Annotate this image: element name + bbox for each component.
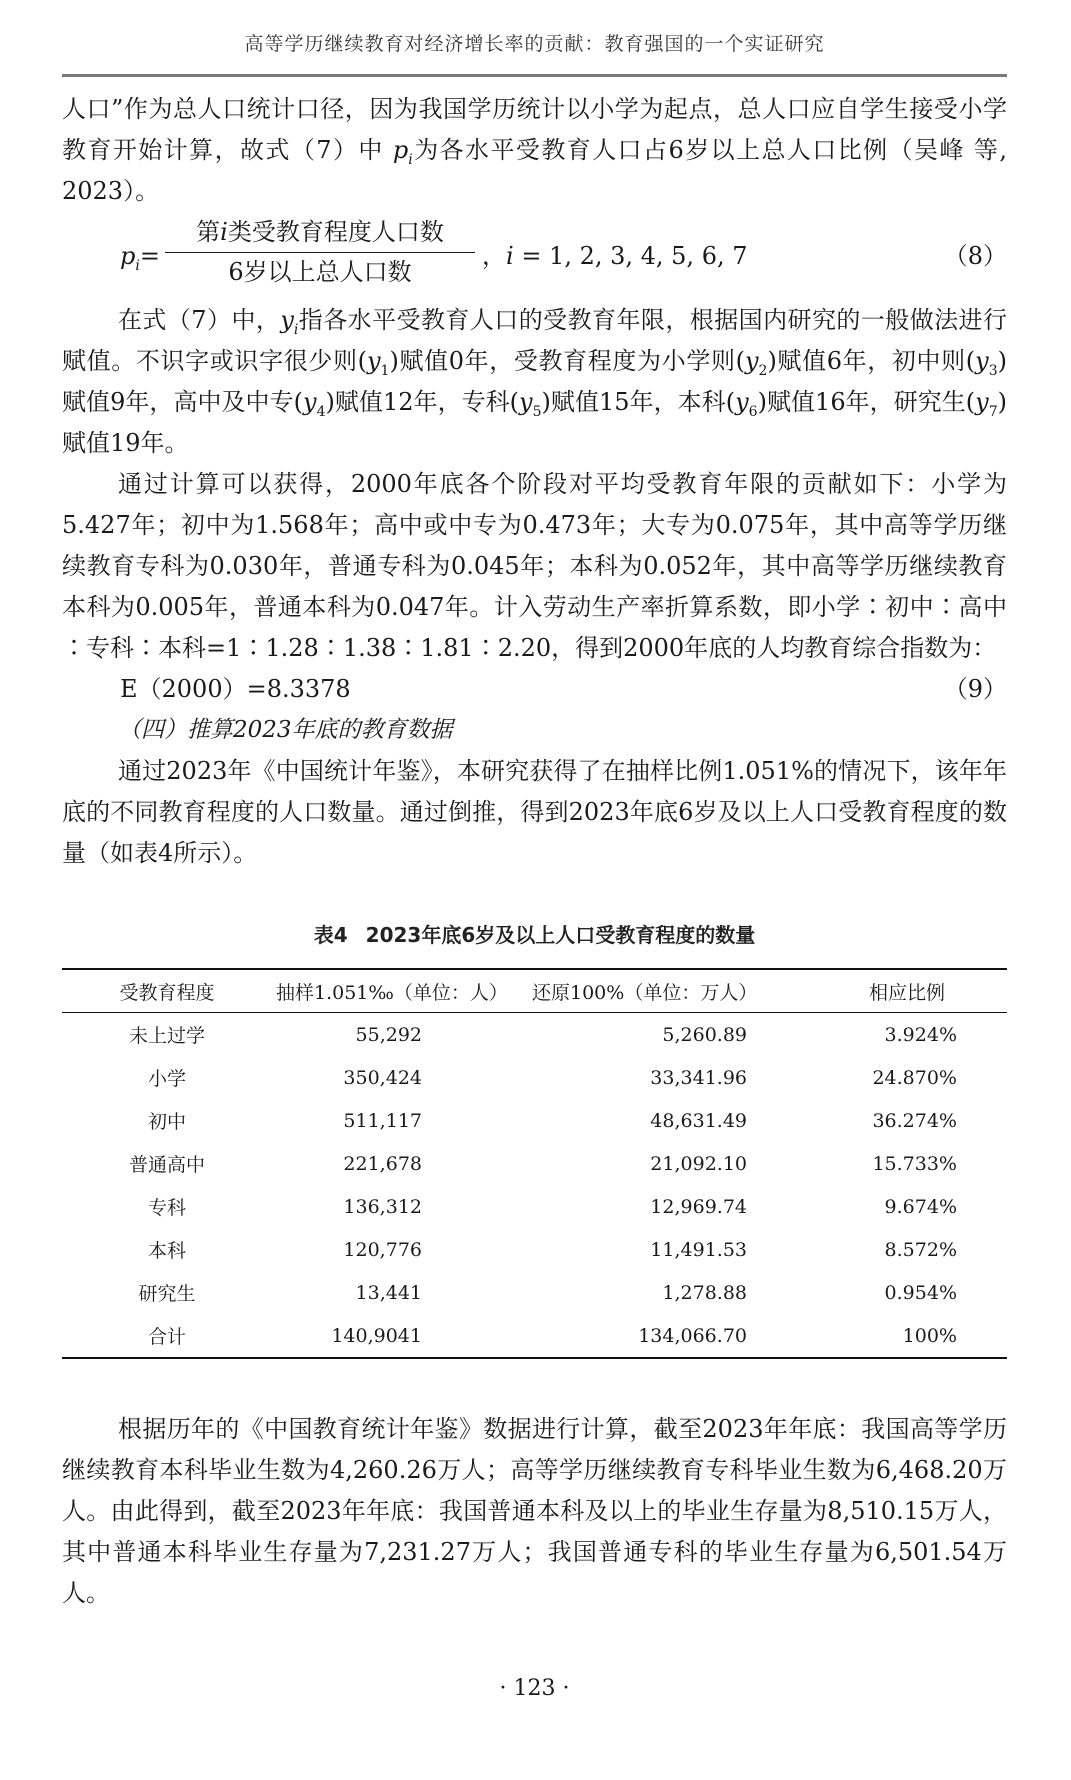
paragraph-text: 为各水平受教育人口占6岁以上总人口比例（吴峰 等, 2023）。 xyxy=(62,136,1007,205)
table-cell: 100% xyxy=(902,1324,957,1347)
table-header-row xyxy=(62,969,1007,1013)
math-subscript: i xyxy=(135,257,140,274)
math-subscript: 2 xyxy=(758,362,768,379)
table-row xyxy=(62,1271,1007,1314)
paragraph-text: )赋值6年，初中则( xyxy=(767,347,976,375)
paragraph-text: )赋值9年，高中及中专( xyxy=(62,347,1007,416)
table-title: 2023年底6岁及以上人口受教育程度的数量 xyxy=(365,923,756,947)
table-row xyxy=(62,1185,1007,1228)
paragraph-years-assignment xyxy=(62,300,1007,464)
table-row xyxy=(62,1228,1007,1271)
math-variable: y xyxy=(303,388,317,416)
math-variable: p xyxy=(392,136,409,164)
table-cell: 33,341.96 xyxy=(650,1066,747,1089)
table-cell: 221,678 xyxy=(343,1152,422,1175)
table-row xyxy=(62,1099,1007,1142)
education-population-table xyxy=(62,968,1007,1359)
table-cell: 350,424 xyxy=(343,1066,422,1089)
column-header: 受教育程度 xyxy=(62,969,272,1013)
math-variable: y xyxy=(280,306,294,334)
equation-9 xyxy=(62,669,1007,710)
equals-sign: = xyxy=(139,242,160,270)
table-cell: 12,969.74 xyxy=(650,1195,747,1218)
paragraph-2023-data: 通过2023年《中国统计年鉴》，本研究获得了在抽样比例1.051%的情况下，该年年底的不同教育程度的人口数量。通过倒推，得到2023年底6岁及以上人口受教育程度的数量（如表4所示）。 xyxy=(62,757,1007,867)
table-caption xyxy=(62,920,1007,950)
table-cell: 15.733% xyxy=(872,1152,957,1175)
table-cell: 本科 xyxy=(147,1240,186,1262)
math-variable: y xyxy=(744,347,759,375)
math-subscript: i xyxy=(408,151,413,168)
table-row xyxy=(62,1314,1007,1358)
paragraph-graduate-stock: 根据历年的《中国教育统计年鉴》数据进行计算，截至2023年年底：我国高等学历继续教育本科毕业生数为4,260.26万人；高等学历继续教育专科毕业生数为6,468.20万人。由此得到，截至2023年年底：我国普通本科及以上的毕业生存量为8,510.15万人，其中普通本科毕业生存量为7,231.27万人；我国普通专科的毕业生存量为6,501.54万人。 xyxy=(62,1415,1007,1607)
header-rule xyxy=(62,74,1007,77)
table-cell: 13,441 xyxy=(355,1281,422,1304)
table-cell: 1,278.88 xyxy=(662,1281,747,1304)
table-cell: 未上过学 xyxy=(128,1025,205,1047)
table-cell: 21,092.10 xyxy=(650,1152,747,1175)
table-cell: 9.674% xyxy=(884,1195,957,1218)
table-cell: 11,491.53 xyxy=(650,1238,747,1261)
math-variable: y xyxy=(975,388,989,416)
column-header: 抽样1.051‰（单位：人） xyxy=(272,969,522,1013)
math-variable: y xyxy=(366,347,381,375)
paragraph-population-scope xyxy=(62,89,1007,212)
table-cell: 普通高中 xyxy=(128,1154,205,1176)
numerator-text: 第 xyxy=(196,218,221,246)
table-row xyxy=(62,1056,1007,1099)
equation-8 xyxy=(62,214,1007,296)
math-variable: y xyxy=(975,347,989,375)
fraction-numerator xyxy=(165,214,475,253)
paragraph-text: )赋值15年，本科( xyxy=(541,388,736,416)
math-variable: y xyxy=(735,388,749,416)
paragraph-text: )赋值0年，受教育程度为小学则( xyxy=(389,347,745,375)
paragraph-text: 指各水平受教育人口的受教育年限，根据国内研究的一般做法进行赋值。不识字或识字很少则( xyxy=(62,306,1007,375)
table-number: 表4 xyxy=(313,923,348,947)
numerator-text: 类受教育程度人口数 xyxy=(227,218,444,246)
math-subscript: 3 xyxy=(988,362,998,379)
equation-condition-group xyxy=(482,238,748,274)
equation-lhs xyxy=(120,238,160,274)
fraction-denominator: 6岁以上总人口数 xyxy=(228,258,412,286)
page-number: · 123 · xyxy=(499,1676,570,1701)
table-cell: 0.954% xyxy=(884,1281,957,1304)
table-cell: 小学 xyxy=(147,1068,186,1090)
math-subscript: 6 xyxy=(748,403,758,420)
math-variable: i xyxy=(220,218,228,246)
equation-number: （9） xyxy=(943,675,1007,703)
comma: ， xyxy=(482,242,506,270)
math-subscript: 1 xyxy=(380,362,390,379)
table-body xyxy=(62,1013,1007,1359)
table-cell: 140,9041 xyxy=(331,1324,422,1347)
table-cell: 120,776 xyxy=(343,1238,422,1261)
table-cell: 初中 xyxy=(147,1111,186,1133)
running-head: 高等学历继续教育对经济增长率的贡献：教育强国的一个实证研究 xyxy=(244,33,825,55)
column-header: 还原100%（单位：万人） xyxy=(522,969,807,1013)
paragraph-text: 在式（7）中， xyxy=(118,306,281,334)
table-cell: 24.870% xyxy=(872,1066,957,1089)
table-row xyxy=(62,1142,1007,1185)
table-cell: 511,117 xyxy=(343,1109,422,1132)
math-variable: y xyxy=(519,388,533,416)
equation-number: （8） xyxy=(943,242,1007,270)
fraction xyxy=(165,214,475,291)
paragraph-text: )赋值12年，专科( xyxy=(325,388,520,416)
equation-condition: = 1, 2, 3, 4, 5, 6, 7 xyxy=(513,242,748,270)
math-variable: p xyxy=(120,242,136,270)
table-cell: 专科 xyxy=(147,1197,186,1219)
equation-text: E（2000）=8.3378 xyxy=(120,675,351,703)
table-cell: 48,631.49 xyxy=(650,1109,747,1132)
table-cell: 研究生 xyxy=(138,1283,196,1305)
math-subscript: 7 xyxy=(988,403,998,420)
table-cell: 55,292 xyxy=(355,1023,422,1046)
paragraph-text: 人口”作为总人口统计口径，因为我国学历统计以小学为起点，总人口应自学生接受小学教育开始计算，故式（7）中 xyxy=(62,95,1007,164)
section-heading: （四）推算2023年底的教育数据 xyxy=(118,717,453,743)
table-cell: 合计 xyxy=(147,1326,186,1348)
table-cell: 134,066.70 xyxy=(638,1324,747,1347)
paragraph-text: )赋值16年，研究生( xyxy=(757,388,976,416)
math-subscript: 5 xyxy=(532,403,542,420)
table-cell: 5,260.89 xyxy=(662,1023,747,1046)
page xyxy=(62,0,1007,1744)
column-header: 相应比例 xyxy=(807,969,1007,1013)
table-cell: 36.274% xyxy=(872,1109,957,1132)
math-variable: i xyxy=(506,242,514,270)
table-cell: 3.924% xyxy=(884,1023,957,1046)
table-cell: 8.572% xyxy=(884,1238,957,1261)
table-cell: 136,312 xyxy=(343,1195,422,1218)
paragraph-text: )赋值19年。 xyxy=(62,388,1008,457)
paragraph-2000-contribution: 通过计算可以获得，2000年底各个阶段对平均受教育年限的贡献如下：小学为5.427年；初中为1.568年；高中或中专为0.473年；大专为0.075年，其中高等学历继续教育专科为0.030年，普通专科为0.045年；本科为0.052年，其中高等学历继续教育本科为0.005年，普通本科为0.047年。计入劳动生产率折算系数，即小学∶初中∶高中∶专科∶本科=1∶1.28∶1.38∶1.81∶2.20，得到2000年底的人均教育综合指数为： xyxy=(62,470,1007,662)
math-subscript: 4 xyxy=(316,403,326,420)
table-row xyxy=(62,1013,1007,1057)
math-subscript: i xyxy=(293,321,299,338)
